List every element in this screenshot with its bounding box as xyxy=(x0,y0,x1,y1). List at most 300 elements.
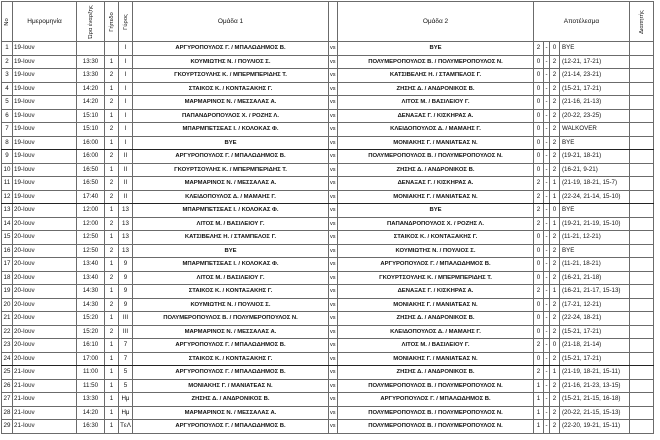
score-dash: - xyxy=(544,231,550,245)
row-number: 18 xyxy=(2,271,13,285)
score-team2: 1 xyxy=(550,217,560,231)
score-dash: - xyxy=(544,69,550,83)
table-row xyxy=(2,217,654,231)
referee-cell xyxy=(630,123,654,137)
table-row xyxy=(2,42,654,56)
referee-cell xyxy=(630,217,654,231)
team2-name: ΠΟΛΥΜΕΡΟΠΟΥΛΟΣ Β. / ΠΟΛΥΜΕΡΟΠΟΥΛΟΣ Ν. xyxy=(338,55,534,69)
row-number: 2 xyxy=(2,55,13,69)
match-round: II xyxy=(119,190,133,204)
table-row xyxy=(2,123,654,137)
col-header-round: Γύρος xyxy=(119,2,133,42)
team1-name: BYE xyxy=(133,136,329,150)
match-round: Hμ xyxy=(119,393,133,407)
match-round: III xyxy=(119,312,133,326)
match-date: 20-Ιουν xyxy=(13,325,77,339)
vs-label: vs xyxy=(329,109,338,123)
team1-name: ΣΤΑΙΚΟΣ Κ. / ΚΟΝΤΑΞΑΚΗΣ Γ. xyxy=(133,285,329,299)
match-round: 5 xyxy=(119,366,133,380)
match-round: I xyxy=(119,123,133,137)
team1-name: ΑΡΓΥΡΟΠΟΥΛΟΣ Γ. / ΜΠΑΛΩΔΗΜΟΣ Β. xyxy=(133,150,329,164)
team1-name: ΜΑΡΜΑΡΙΝΟΣ Ν. / ΜΕΣΣΑΛΑΣ Α. xyxy=(133,406,329,420)
score-team1: 0 xyxy=(534,150,544,164)
col-header-vs xyxy=(329,2,338,42)
match-court: 1 xyxy=(105,55,119,69)
match-time: 14:30 xyxy=(77,285,105,299)
row-number: 20 xyxy=(2,298,13,312)
score-dash: - xyxy=(544,285,550,299)
match-court: 2 xyxy=(105,96,119,110)
score-dash: - xyxy=(544,123,550,137)
score-team1: 0 xyxy=(534,244,544,258)
match-date: 20-Ιουν xyxy=(13,271,77,285)
team2-name: ΚΛΕΙΔΟΠΟΥΛΟΣ Δ. / ΜΑΜΑΗΣ Γ. xyxy=(338,325,534,339)
score-dash: - xyxy=(544,136,550,150)
match-date: 19-Ιουν xyxy=(13,163,77,177)
row-number: 11 xyxy=(2,177,13,191)
row-number: 3 xyxy=(2,69,13,83)
team1-name: ΛΙΤΟΣ Μ. / ΒΑΣΙΛΕΙΟΥ Γ. xyxy=(133,217,329,231)
referee-cell xyxy=(630,231,654,245)
row-number: 9 xyxy=(2,150,13,164)
row-number: 23 xyxy=(2,339,13,353)
match-date: 19-Ιουν xyxy=(13,177,77,191)
table-row xyxy=(2,204,654,218)
score-dash: - xyxy=(544,352,550,366)
match-date: 19-Ιουν xyxy=(13,55,77,69)
match-date: 20-Ιουν xyxy=(13,217,77,231)
row-number: 4 xyxy=(2,82,13,96)
match-time: 16:00 xyxy=(77,136,105,150)
match-time: 16:00 xyxy=(77,150,105,164)
score-team1: 2 xyxy=(534,190,544,204)
match-round: II xyxy=(119,150,133,164)
referee-cell xyxy=(630,42,654,56)
match-round: 9 xyxy=(119,271,133,285)
row-number: 28 xyxy=(2,406,13,420)
score-team2: 2 xyxy=(550,123,560,137)
set-scores: BYE xyxy=(560,244,630,258)
match-court: 2 xyxy=(105,190,119,204)
match-court: 2 xyxy=(105,244,119,258)
team2-name: ΛΙΤΟΣ Μ. / ΒΑΣΙΛΕΙΟΥ Γ. xyxy=(338,339,534,353)
score-team1: 0 xyxy=(534,163,544,177)
match-date: 20-Ιουν xyxy=(13,244,77,258)
match-court: 1 xyxy=(105,163,119,177)
match-date: 19-Ιουν xyxy=(13,82,77,96)
team1-name: ΜΠΑΡΜΠΕΤΣΕΑΣ Ι. / ΚΟΛΟΚΑΣ Φ. xyxy=(133,204,329,218)
table-row xyxy=(2,325,654,339)
match-round: 13 xyxy=(119,244,133,258)
score-dash: - xyxy=(544,258,550,272)
vs-label: vs xyxy=(329,244,338,258)
score-team1: 1 xyxy=(534,379,544,393)
vs-label: vs xyxy=(329,406,338,420)
team2-name: ΜΟΝΙΑΚΗΣ Γ. / ΜΑΝΙΑΤΕΑΣ Ν. xyxy=(338,298,534,312)
vs-label: vs xyxy=(329,420,338,434)
match-court: 1 xyxy=(105,366,119,380)
match-time: 12:50 xyxy=(77,231,105,245)
set-scores: (20-22, 23-25) xyxy=(560,109,630,123)
score-team2: 2 xyxy=(550,393,560,407)
table-row xyxy=(2,69,654,83)
score-team1: 2 xyxy=(534,204,544,218)
score-team1: 2 xyxy=(534,177,544,191)
score-team2: 2 xyxy=(550,258,560,272)
match-date: 19-Ιουν xyxy=(13,42,77,56)
match-time: 12:00 xyxy=(77,217,105,231)
match-round: TεΛ xyxy=(119,420,133,434)
team2-name: ΛΙΤΟΣ Μ. / ΒΑΣΙΛΕΙΟΥ Γ. xyxy=(338,96,534,110)
score-dash: - xyxy=(544,42,550,56)
match-time: 17:00 xyxy=(77,352,105,366)
match-time: 13:30 xyxy=(77,393,105,407)
set-scores: (21-16, 21-23, 13-15) xyxy=(560,379,630,393)
match-round: I xyxy=(119,96,133,110)
set-scores: (21-16, 21-13) xyxy=(560,96,630,110)
match-court: 1 xyxy=(105,109,119,123)
table-row xyxy=(2,177,654,191)
vs-label: vs xyxy=(329,339,338,353)
team2-name: ΑΡΓΥΡΟΠΟΥΛΟΣ Γ. / ΜΠΑΛΩΔΗΜΟΣ Β. xyxy=(338,258,534,272)
team2-name: ΜΟΝΙΑΚΗΣ Γ. / ΜΑΝΙΑΤΕΑΣ Ν. xyxy=(338,190,534,204)
vs-label: vs xyxy=(329,312,338,326)
score-team2: 2 xyxy=(550,96,560,110)
score-team2: 2 xyxy=(550,109,560,123)
referee-cell xyxy=(630,271,654,285)
col-header-court: Γήπεδο xyxy=(105,2,119,42)
match-date: 21-Ιουν xyxy=(13,379,77,393)
vs-label: vs xyxy=(329,217,338,231)
match-time: 16:30 xyxy=(77,420,105,434)
table-row xyxy=(2,298,654,312)
referee-cell xyxy=(630,204,654,218)
table-row xyxy=(2,96,654,110)
score-dash: - xyxy=(544,366,550,380)
team1-name: ΚΟΥΜΙΩΤΗΣ Ν. / ΠΟΥΛΙΟΣ Σ. xyxy=(133,55,329,69)
score-team1: 0 xyxy=(534,231,544,245)
match-court: 2 xyxy=(105,217,119,231)
team1-name: ΖΗΣΗΣ Δ. / ΑΝΔΡΟΝΙΚΟΣ Β. xyxy=(133,393,329,407)
score-team2: 2 xyxy=(550,271,560,285)
table-row xyxy=(2,258,654,272)
referee-cell xyxy=(630,244,654,258)
match-round: III xyxy=(119,325,133,339)
score-team2: 2 xyxy=(550,69,560,83)
score-team2: 2 xyxy=(550,82,560,96)
score-team1: 0 xyxy=(534,271,544,285)
col-header-date: Ημερομηνία xyxy=(13,2,77,42)
referee-cell xyxy=(630,82,654,96)
row-number: 27 xyxy=(2,393,13,407)
match-time: 13:30 xyxy=(77,55,105,69)
vs-label: vs xyxy=(329,393,338,407)
vs-label: vs xyxy=(329,298,338,312)
row-number: 16 xyxy=(2,244,13,258)
match-round: 5 xyxy=(119,379,133,393)
score-team2: 1 xyxy=(550,366,560,380)
vs-label: vs xyxy=(329,163,338,177)
match-round: I xyxy=(119,55,133,69)
team2-name: ΖΗΣΗΣ Δ. / ΑΝΔΡΟΝΙΚΟΣ Β. xyxy=(338,163,534,177)
vs-label: vs xyxy=(329,352,338,366)
team1-name: ΜΑΡΜΑΡΙΝΟΣ Ν. / ΜΕΣΣΑΛΑΣ Α. xyxy=(133,96,329,110)
score-team2: 2 xyxy=(550,136,560,150)
set-scores: (21-19, 18-21, 15-11) xyxy=(560,366,630,380)
match-rows xyxy=(2,42,654,434)
team2-name: ΠΟΛΥΜΕΡΟΠΟΥΛΟΣ Β. / ΠΟΛΥΜΕΡΟΠΟΥΛΟΣ Ν. xyxy=(338,406,534,420)
team1-name: ΠΑΠΑΝΔΡΟΠΟΥΛΟΣ Χ. / ΡΟΖΗΣ Λ. xyxy=(133,109,329,123)
match-time: 16:50 xyxy=(77,163,105,177)
referee-cell xyxy=(630,150,654,164)
score-dash: - xyxy=(544,177,550,191)
score-team2: 2 xyxy=(550,231,560,245)
match-time xyxy=(77,42,105,56)
vs-label: vs xyxy=(329,258,338,272)
table-row xyxy=(2,420,654,434)
match-date: 19-Ιουν xyxy=(13,69,77,83)
vs-label: vs xyxy=(329,69,338,83)
referee-cell xyxy=(630,109,654,123)
score-dash: - xyxy=(544,190,550,204)
score-dash: - xyxy=(544,244,550,258)
match-date: 21-Ιουν xyxy=(13,393,77,407)
vs-label: vs xyxy=(329,379,338,393)
col-header-time: Ώρα έναρξης xyxy=(77,2,105,42)
match-round: II xyxy=(119,163,133,177)
match-time: 11:50 xyxy=(77,379,105,393)
team1-name: ΛΙΤΟΣ Μ. / ΒΑΣΙΛΕΙΟΥ Γ. xyxy=(133,271,329,285)
score-dash: - xyxy=(544,150,550,164)
table-row xyxy=(2,271,654,285)
team1-name: ΜΠΑΡΜΠΕΤΣΕΑΣ Ι. / ΚΟΛΟΚΑΣ Φ. xyxy=(133,123,329,137)
referee-cell xyxy=(630,55,654,69)
team1-name: ΑΡΓΥΡΟΠΟΥΛΟΣ Γ. / ΜΠΑΛΩΔΗΜΟΣ Β. xyxy=(133,420,329,434)
match-date: 20-Ιουν xyxy=(13,204,77,218)
score-team1: 0 xyxy=(534,325,544,339)
referee-cell xyxy=(630,177,654,191)
team1-name: ΚΛΕΙΔΟΠΟΥΛΟΣ Δ. / ΜΑΜΑΗΣ Γ. xyxy=(133,190,329,204)
team2-name: ΠΟΛΥΜΕΡΟΠΟΥΛΟΣ Β. / ΠΟΛΥΜΕΡΟΠΟΥΛΟΣ Ν. xyxy=(338,379,534,393)
match-round: 9 xyxy=(119,285,133,299)
match-round: 9 xyxy=(119,258,133,272)
match-court: 1 xyxy=(105,136,119,150)
row-number: 10 xyxy=(2,163,13,177)
col-header-team1: Ομάδα 1 xyxy=(133,2,329,42)
match-round: 13 xyxy=(119,204,133,218)
match-court: 2 xyxy=(105,298,119,312)
referee-cell xyxy=(630,393,654,407)
vs-label: vs xyxy=(329,42,338,56)
row-number: 13 xyxy=(2,204,13,218)
match-date: 20-Ιουν xyxy=(13,231,77,245)
team2-name: ΓΚΟΥΡΤΣΟΥΛΗΣ Κ. / ΜΠΕΡΜΠΕΡΙΔΗΣ Τ. xyxy=(338,271,534,285)
match-court: 2 xyxy=(105,150,119,164)
match-date: 19-Ιουν xyxy=(13,136,77,150)
score-team2: 0 xyxy=(550,42,560,56)
team2-name: ΔΕΝΑΞΑΣ Γ. / ΚΙΣΚΗΡΑΣ Α. xyxy=(338,109,534,123)
team1-name: ΑΡΓΥΡΟΠΟΥΛΟΣ Γ. / ΜΠΑΛΩΔΗΜΟΣ Β. xyxy=(133,42,329,56)
vs-label: vs xyxy=(329,231,338,245)
team2-name: ΖΗΣΗΣ Δ. / ΑΝΔΡΟΝΙΚΟΣ Β. xyxy=(338,82,534,96)
set-scores: (21-18, 21-14) xyxy=(560,339,630,353)
match-date: 19-Ιουν xyxy=(13,190,77,204)
row-number: 17 xyxy=(2,258,13,272)
col-header-referee: Διαιτητής xyxy=(630,2,654,42)
set-scores: (15-21, 17-21) xyxy=(560,82,630,96)
team1-name: ΜΠΑΡΜΠΕΤΣΕΑΣ Ι. / ΚΟΛΟΚΑΣ Φ. xyxy=(133,258,329,272)
score-team2: 2 xyxy=(550,406,560,420)
team2-name: ΣΤΑΙΚΟΣ Κ. / ΚΟΝΤΑΞΑΚΗΣ Γ. xyxy=(338,231,534,245)
score-team2: 2 xyxy=(550,312,560,326)
vs-label: vs xyxy=(329,190,338,204)
table-row xyxy=(2,393,654,407)
match-court xyxy=(105,42,119,56)
match-round: I xyxy=(119,109,133,123)
match-date: 19-Ιουν xyxy=(13,123,77,137)
team2-name: ΚΛΕΙΔΟΠΟΥΛΟΣ Δ. / ΜΑΜΑΗΣ Γ. xyxy=(338,123,534,137)
referee-cell xyxy=(630,69,654,83)
table-row xyxy=(2,136,654,150)
set-scores: WALKOVER xyxy=(560,123,630,137)
row-number: 1 xyxy=(2,42,13,56)
score-dash: - xyxy=(544,420,550,434)
row-number: 6 xyxy=(2,109,13,123)
score-dash: - xyxy=(544,217,550,231)
score-team2: 2 xyxy=(550,325,560,339)
match-time: 14:20 xyxy=(77,96,105,110)
set-scores: BYE xyxy=(560,42,630,56)
set-scores: (20-22, 21-15, 15-13) xyxy=(560,406,630,420)
team2-name: BYE xyxy=(338,204,534,218)
score-team1: 1 xyxy=(534,420,544,434)
score-team2: 0 xyxy=(550,204,560,218)
row-number: 8 xyxy=(2,136,13,150)
team2-name: ΜΟΝΙΑΚΗΣ Γ. / ΜΑΝΙΑΤΕΑΣ Ν. xyxy=(338,352,534,366)
vs-label: vs xyxy=(329,325,338,339)
col-header-no: Νο xyxy=(2,2,13,42)
match-time: 12:50 xyxy=(77,244,105,258)
row-number: 12 xyxy=(2,190,13,204)
score-team2: 2 xyxy=(550,244,560,258)
score-team2: 2 xyxy=(550,379,560,393)
match-time: 15:20 xyxy=(77,312,105,326)
set-scores: (11-21, 18-21) xyxy=(560,258,630,272)
match-time: 15:10 xyxy=(77,123,105,137)
table-row xyxy=(2,366,654,380)
referee-cell xyxy=(630,136,654,150)
score-team1: 0 xyxy=(534,109,544,123)
score-team2: 2 xyxy=(550,55,560,69)
match-round: I xyxy=(119,82,133,96)
match-date: 19-Ιουν xyxy=(13,109,77,123)
set-scores: (16-21, 21-18) xyxy=(560,271,630,285)
score-team2: 2 xyxy=(550,420,560,434)
col-header-result: Αποτέλεσμα xyxy=(534,2,630,42)
match-date: 20-Ιουν xyxy=(13,258,77,272)
match-time: 13:40 xyxy=(77,271,105,285)
match-round: II xyxy=(119,177,133,191)
score-dash: - xyxy=(544,312,550,326)
vs-label: vs xyxy=(329,82,338,96)
score-team1: 0 xyxy=(534,312,544,326)
referee-cell xyxy=(630,406,654,420)
set-scores: (15-21, 17-21) xyxy=(560,352,630,366)
set-scores: (15-21, 21-15, 16-18) xyxy=(560,393,630,407)
score-team1: 1 xyxy=(534,393,544,407)
table-row xyxy=(2,285,654,299)
referee-cell xyxy=(630,420,654,434)
header-row xyxy=(2,2,654,42)
row-number: 14 xyxy=(2,217,13,231)
score-team1: 0 xyxy=(534,258,544,272)
match-time: 14:20 xyxy=(77,406,105,420)
score-dash: - xyxy=(544,55,550,69)
match-round: 7 xyxy=(119,339,133,353)
score-dash: - xyxy=(544,406,550,420)
score-dash: - xyxy=(544,298,550,312)
vs-label: vs xyxy=(329,285,338,299)
score-dash: - xyxy=(544,96,550,110)
match-court: 2 xyxy=(105,123,119,137)
match-date: 20-Ιουν xyxy=(13,285,77,299)
set-scores: (15-21, 17-21) xyxy=(560,325,630,339)
match-court: 1 xyxy=(105,258,119,272)
match-round: 13 xyxy=(119,217,133,231)
team1-name: ΜΑΡΜΑΡΙΝΟΣ Ν. / ΜΕΣΣΑΛΑΣ Α. xyxy=(133,177,329,191)
score-dash: - xyxy=(544,204,550,218)
match-date: 19-Ιουν xyxy=(13,150,77,164)
match-date: 21-Ιουν xyxy=(13,420,77,434)
match-date: 21-Ιουν xyxy=(13,366,77,380)
score-team2: 2 xyxy=(550,163,560,177)
table-row xyxy=(2,109,654,123)
match-date: 20-Ιουν xyxy=(13,352,77,366)
referee-cell xyxy=(630,339,654,353)
score-team2: 0 xyxy=(550,339,560,353)
referee-cell xyxy=(630,190,654,204)
score-dash: - xyxy=(544,82,550,96)
score-team2: 2 xyxy=(550,150,560,164)
table-row xyxy=(2,55,654,69)
team2-name: ΠΟΛΥΜΕΡΟΠΟΥΛΟΣ Β. / ΠΟΛΥΜΕΡΟΠΟΥΛΟΣ Ν. xyxy=(338,420,534,434)
match-date: 21-Ιουν xyxy=(13,406,77,420)
team2-name: ΔΕΝΑΞΑΣ Γ. / ΚΙΣΚΗΡΑΣ Α. xyxy=(338,177,534,191)
score-team1: 0 xyxy=(534,298,544,312)
match-court: 1 xyxy=(105,352,119,366)
team2-name: ΚΑΤΣΙΒΕΛΗΣ Η. / ΣΤΑΜΠΕΛΟΣ Γ. xyxy=(338,69,534,83)
match-date: 20-Ιουν xyxy=(13,298,77,312)
referee-cell xyxy=(630,96,654,110)
col-header-team2: Ομάδα 2 xyxy=(338,2,534,42)
match-court: 1 xyxy=(105,339,119,353)
row-number: 29 xyxy=(2,420,13,434)
match-time: 14:30 xyxy=(77,298,105,312)
row-number: 22 xyxy=(2,325,13,339)
vs-label: vs xyxy=(329,177,338,191)
match-time: 14:20 xyxy=(77,82,105,96)
team2-name: ΑΡΓΥΡΟΠΟΥΛΟΣ Γ. / ΜΠΑΛΩΔΗΜΟΣ Β. xyxy=(338,393,534,407)
match-round: 9 xyxy=(119,298,133,312)
score-dash: - xyxy=(544,325,550,339)
table-row xyxy=(2,406,654,420)
set-scores: (17-21, 12-21) xyxy=(560,298,630,312)
team1-name: ΓΚΟΥΡΤΣΟΥΛΗΣ Κ. / ΜΠΕΡΜΠΕΡΙΔΗΣ Τ. xyxy=(133,163,329,177)
set-scores: (21-14, 23-21) xyxy=(560,69,630,83)
match-court: 1 xyxy=(105,204,119,218)
match-time: 15:20 xyxy=(77,325,105,339)
team1-name: ΚΟΥΜΙΩΤΗΣ Ν. / ΠΟΥΛΙΟΣ Σ. xyxy=(133,298,329,312)
